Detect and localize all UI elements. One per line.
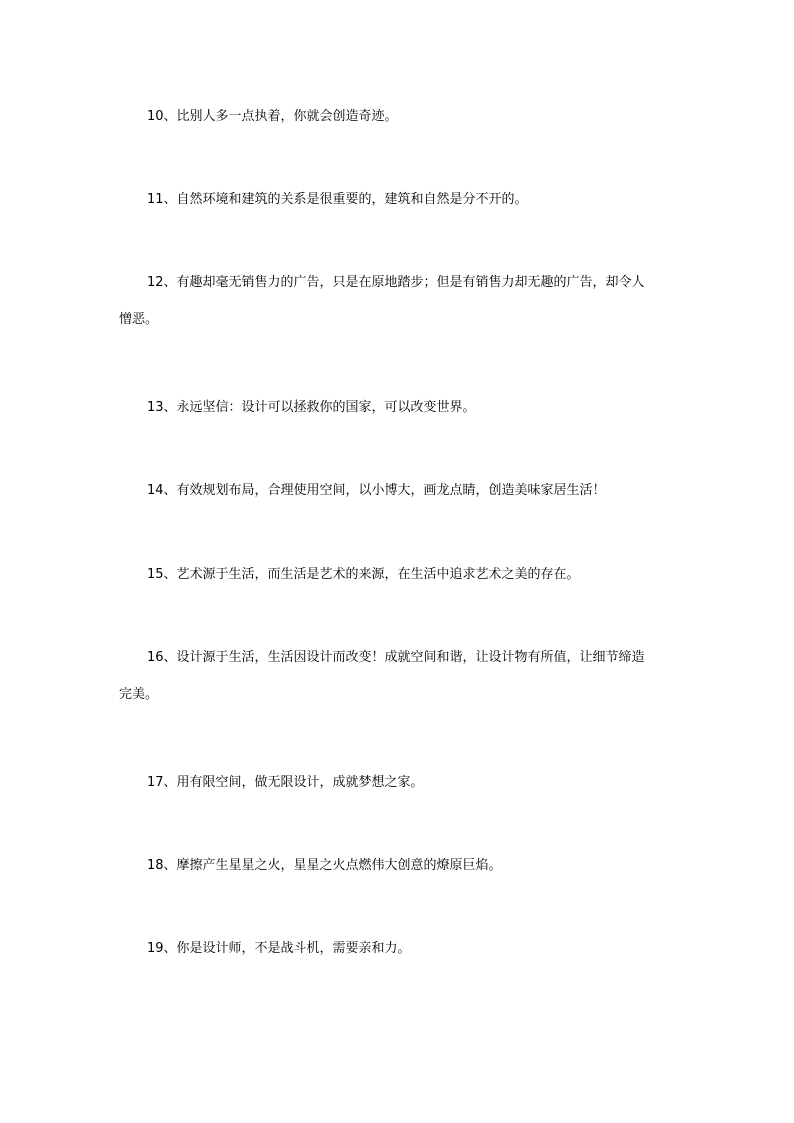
quote-14 bbox=[119, 472, 679, 509]
quote-line: 12、有趣却毫无销售力的广告，只是在原地踏步；但是有销售力却无趣的广告，却令人 bbox=[147, 275, 645, 290]
quote-line: 16、设计源于生活，生活因设计而改变！成就空间和谐，让设计物有所值，让细节缔造 bbox=[147, 650, 645, 665]
quote-12 bbox=[119, 264, 679, 338]
quote-10 bbox=[119, 98, 679, 135]
quote-17 bbox=[119, 764, 679, 801]
quote-line-continued: 完美。 bbox=[119, 687, 159, 702]
quote-18 bbox=[119, 847, 679, 884]
quote-line-continued: 憎恶。 bbox=[119, 312, 159, 327]
quote-line: 11、自然环境和建筑的关系是很重要的，建筑和自然是分不开的。 bbox=[147, 192, 528, 207]
quote-19 bbox=[119, 930, 679, 967]
quote-line: 15、艺术源于生活，而生活是艺术的来源，在生活中追求艺术之美的存在。 bbox=[147, 567, 580, 582]
quote-line: 17、用有限空间，做无限设计，成就梦想之家。 bbox=[147, 775, 424, 790]
quote-line: 19、你是设计师，不是战斗机，需要亲和力。 bbox=[147, 941, 411, 956]
quote-line: 13、永远坚信：设计可以拯救你的国家，可以改变世界。 bbox=[147, 400, 476, 415]
quote-line: 10、比别人多一点执着，你就会创造奇迹。 bbox=[147, 109, 398, 124]
quote-15 bbox=[119, 556, 679, 593]
quote-11 bbox=[119, 181, 679, 218]
quote-line: 18、摩擦产生星星之火，星星之火点燃伟大创意的燎原巨焰。 bbox=[147, 858, 502, 873]
quote-line: 14、有效规划布局，合理使用空间，以小博大，画龙点睛，创造美味家居生活！ bbox=[147, 483, 606, 498]
quote-13 bbox=[119, 389, 679, 426]
quote-16 bbox=[119, 639, 679, 713]
